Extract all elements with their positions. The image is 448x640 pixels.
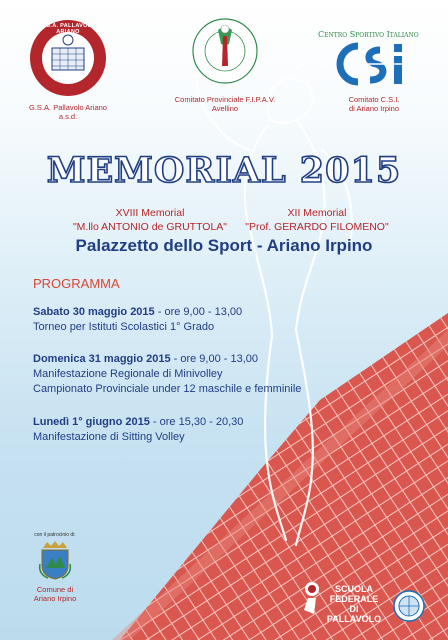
scuola-federale-text: SCUOLA FEDERALE DI PALLAVOLO — [326, 584, 382, 624]
memorial-filomeno: XII Memorial "Prof. GERARDO FILOMENO" — [245, 207, 389, 233]
minivolley-badge-icon — [393, 590, 425, 622]
patronage-label: con il patrocinio di: — [34, 532, 76, 538]
fipav-logo — [190, 16, 260, 86]
comune-crest — [38, 540, 72, 580]
venue-heading: Palazzetto dello Sport - Ariano Irpino — [75, 236, 373, 255]
event-sabato: Sabato 30 maggio 2015 - ore 9,00 - 13,00 Torneo per Istituti Scolastici 1° Grado — [33, 306, 243, 333]
gsa-ring-text: G.S.A. PALLAVOLO ARIANO — [40, 23, 96, 35]
fipav-caption: Comitato Provinciale F.I.P.A.V. Avellino — [174, 95, 276, 114]
csi-header: Centro Sportivo Italiano — [318, 30, 419, 39]
scuola-federale-icon — [298, 580, 326, 616]
csi-logo — [336, 42, 412, 86]
csi-caption: Comitato C.S.I. di Ariano Irpino — [348, 95, 400, 114]
event-lunedi: Lunedì 1° giugno 2015 - ore 15,30 - 20,30 Manifestazione di Sitting Volley — [33, 416, 244, 443]
programma-label: PROGRAMMA — [33, 276, 120, 291]
gsa-caption: G.S.A. Pallavolo Ariano a.s.d. — [29, 103, 107, 122]
main-title: MEMORIAL 2015 — [46, 150, 402, 191]
comune-name: Comune di Ariano Irpino — [33, 585, 77, 603]
memorial-de-gruttola: XVIII Memorial "M.llo ANTONIO de GRUTTOLA" — [72, 207, 228, 233]
patronage-block — [24, 532, 86, 603]
event-domenica: Domenica 31 maggio 2015 - ore 9,00 - 13,00 Manifestazione Regionale di Minivolley Campionato Provinciale under 12 maschile e femminile — [33, 353, 302, 395]
